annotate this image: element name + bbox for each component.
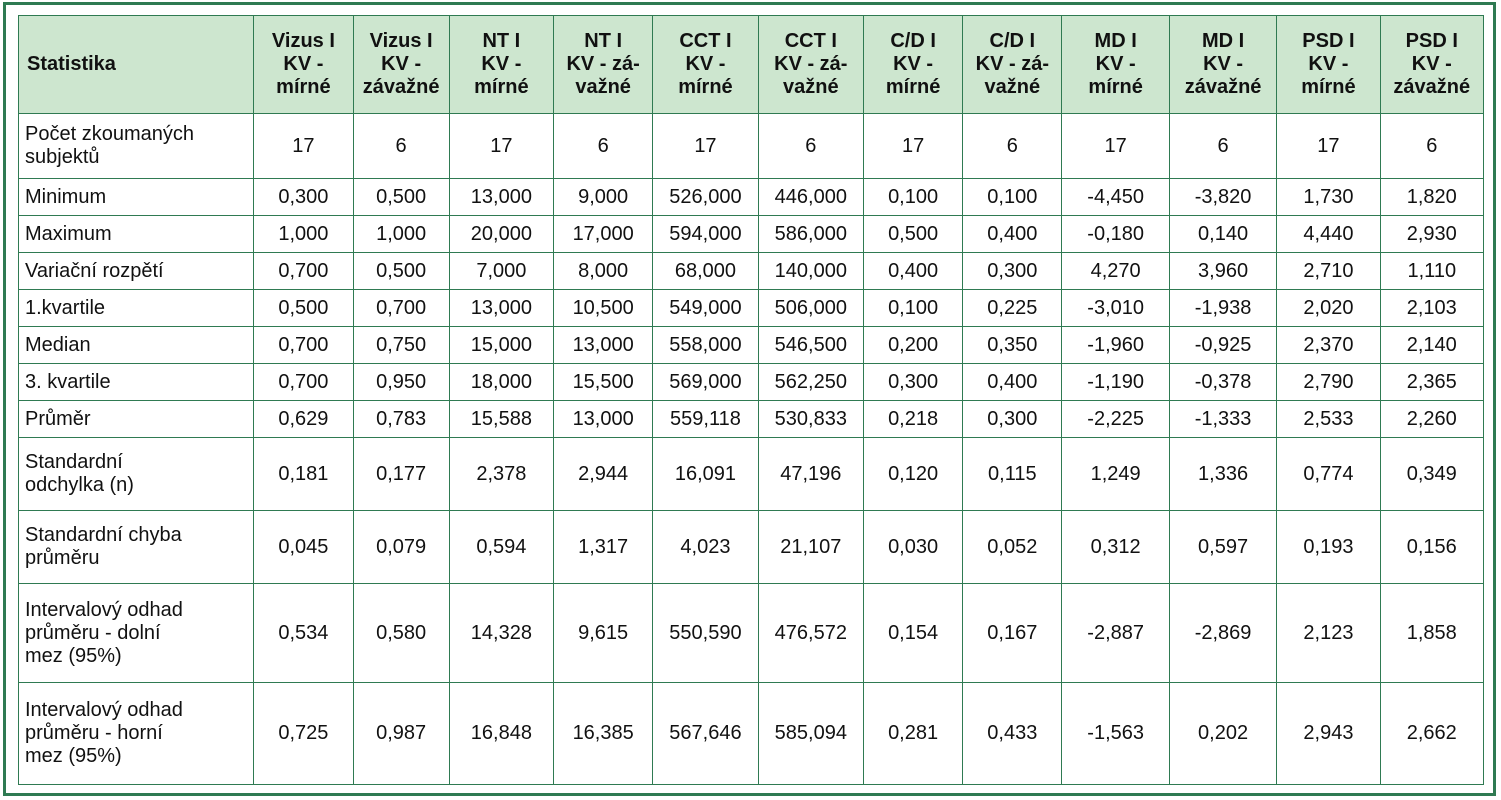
table-cell: 15,500 <box>554 364 653 401</box>
table-cell: 6 <box>554 114 653 179</box>
table-cell: 569,000 <box>653 364 758 401</box>
table-frame <box>3 2 1496 796</box>
table-cell: 567,646 <box>653 683 758 785</box>
table-cell: 0,500 <box>863 216 962 253</box>
table-row <box>19 327 1484 364</box>
table-cell: 2,930 <box>1380 216 1483 253</box>
table-cell: 16,848 <box>449 683 553 785</box>
table-body <box>19 114 1484 785</box>
table-cell: 0,580 <box>353 584 449 683</box>
table-cell: 0,312 <box>1062 511 1169 584</box>
table-cell: 0,500 <box>353 179 449 216</box>
table-cell: -1,960 <box>1062 327 1169 364</box>
table-cell: -2,887 <box>1062 584 1169 683</box>
table-cell: 0,594 <box>449 511 553 584</box>
table-row <box>19 584 1484 683</box>
table-cell: -3,820 <box>1169 179 1276 216</box>
table-cell: 1,317 <box>554 511 653 584</box>
table-cell: 0,774 <box>1277 438 1380 511</box>
table-cell: 2,943 <box>1277 683 1380 785</box>
table-cell: 13,000 <box>554 327 653 364</box>
table-cell: 0,030 <box>863 511 962 584</box>
row-label: Intervalový odhad průměru - horní mez (95%) <box>19 683 254 785</box>
table-cell: 0,218 <box>863 401 962 438</box>
table-cell: 4,023 <box>653 511 758 584</box>
table-cell: 0,300 <box>963 253 1062 290</box>
table-cell: 446,000 <box>758 179 863 216</box>
table-cell: 2,260 <box>1380 401 1483 438</box>
table-cell: 0,300 <box>963 401 1062 438</box>
table-cell: 14,328 <box>449 584 553 683</box>
table-cell: -2,225 <box>1062 401 1169 438</box>
table-row <box>19 179 1484 216</box>
header-cell: C/D I KV - mírné <box>863 16 962 114</box>
table-cell: 1,249 <box>1062 438 1169 511</box>
table-cell: 530,833 <box>758 401 863 438</box>
table-cell: 0,281 <box>863 683 962 785</box>
table-cell: 0,700 <box>353 290 449 327</box>
table-cell: 2,140 <box>1380 327 1483 364</box>
table-cell: 17 <box>1277 114 1380 179</box>
table-cell: -1,190 <box>1062 364 1169 401</box>
table-cell: 0,154 <box>863 584 962 683</box>
header-cell: C/D I KV - zá- važné <box>963 16 1062 114</box>
table-row <box>19 216 1484 253</box>
table-cell: 1,336 <box>1169 438 1276 511</box>
table-cell: 47,196 <box>758 438 863 511</box>
table-cell: 1,110 <box>1380 253 1483 290</box>
table-row <box>19 438 1484 511</box>
table-cell: 18,000 <box>449 364 553 401</box>
table-cell: 2,378 <box>449 438 553 511</box>
header-cell: NT I KV - zá- važné <box>554 16 653 114</box>
header-cell: PSD I KV - závažné <box>1380 16 1483 114</box>
table-cell: 526,000 <box>653 179 758 216</box>
table-cell: 16,385 <box>554 683 653 785</box>
table-cell: 6 <box>758 114 863 179</box>
statistics-table <box>18 15 1484 785</box>
row-label: Variační rozpětí <box>19 253 254 290</box>
table-cell: 0,950 <box>353 364 449 401</box>
row-label: Intervalový odhad průměru - dolní mez (95%) <box>19 584 254 683</box>
table-cell: -0,378 <box>1169 364 1276 401</box>
table-cell: 0,534 <box>254 584 353 683</box>
table-cell: 0,045 <box>254 511 353 584</box>
header-cell: CCT I KV - zá- važné <box>758 16 863 114</box>
header-cell-statistika: Statistika <box>19 16 254 114</box>
table-cell: 0,597 <box>1169 511 1276 584</box>
table-cell: 0,629 <box>254 401 353 438</box>
table-cell: 6 <box>1169 114 1276 179</box>
table-cell: 506,000 <box>758 290 863 327</box>
table-cell: 1,730 <box>1277 179 1380 216</box>
table-cell: 17 <box>449 114 553 179</box>
table-cell: 68,000 <box>653 253 758 290</box>
table-cell: 3,960 <box>1169 253 1276 290</box>
table-cell: 7,000 <box>449 253 553 290</box>
table-cell: 0,225 <box>963 290 1062 327</box>
table-cell: 546,500 <box>758 327 863 364</box>
table-cell: 2,944 <box>554 438 653 511</box>
table-cell: 13,000 <box>449 179 553 216</box>
table-cell: 1,820 <box>1380 179 1483 216</box>
header-cell: Vizus I KV - závažné <box>353 16 449 114</box>
table-row <box>19 683 1484 785</box>
table-cell: 0,115 <box>963 438 1062 511</box>
row-label: Median <box>19 327 254 364</box>
table-cell: 2,710 <box>1277 253 1380 290</box>
table-cell: 10,500 <box>554 290 653 327</box>
table-cell: 594,000 <box>653 216 758 253</box>
table-row <box>19 290 1484 327</box>
table-cell: 1,858 <box>1380 584 1483 683</box>
row-label: 1.kvartile <box>19 290 254 327</box>
table-cell: 476,572 <box>758 584 863 683</box>
table-cell: 0,700 <box>254 364 353 401</box>
table-row <box>19 253 1484 290</box>
table-cell: 21,107 <box>758 511 863 584</box>
table-cell: 0,100 <box>863 179 962 216</box>
table-cell: 550,590 <box>653 584 758 683</box>
table-cell: 0,750 <box>353 327 449 364</box>
table-cell: 0,140 <box>1169 216 1276 253</box>
table-cell: 0,400 <box>963 216 1062 253</box>
header-cell: MD I KV - mírné <box>1062 16 1169 114</box>
table-cell: 2,533 <box>1277 401 1380 438</box>
table-cell: 0,177 <box>353 438 449 511</box>
table-cell: 0,700 <box>254 253 353 290</box>
table-cell: 559,118 <box>653 401 758 438</box>
table-cell: 0,100 <box>863 290 962 327</box>
table-cell: -1,563 <box>1062 683 1169 785</box>
table-cell: -1,938 <box>1169 290 1276 327</box>
row-label: Průměr <box>19 401 254 438</box>
table-cell: 0,079 <box>353 511 449 584</box>
table-cell: 585,094 <box>758 683 863 785</box>
table-cell: 2,662 <box>1380 683 1483 785</box>
table-cell: 562,250 <box>758 364 863 401</box>
table-cell: 0,349 <box>1380 438 1483 511</box>
table-cell: 558,000 <box>653 327 758 364</box>
table-cell: 0,700 <box>254 327 353 364</box>
table-row <box>19 114 1484 179</box>
table-cell: 17 <box>254 114 353 179</box>
table-cell: 0,100 <box>963 179 1062 216</box>
row-label: Počet zkoumaných subjektů <box>19 114 254 179</box>
table-cell: 0,193 <box>1277 511 1380 584</box>
table-cell: 586,000 <box>758 216 863 253</box>
table-cell: -0,925 <box>1169 327 1276 364</box>
table-cell: 8,000 <box>554 253 653 290</box>
table-cell: 2,123 <box>1277 584 1380 683</box>
table-cell: 0,500 <box>353 253 449 290</box>
table-cell: 4,270 <box>1062 253 1169 290</box>
table-cell: 0,725 <box>254 683 353 785</box>
row-label: Standardní odchylka (n) <box>19 438 254 511</box>
table-row <box>19 364 1484 401</box>
table-cell: 9,000 <box>554 179 653 216</box>
table-cell: 0,433 <box>963 683 1062 785</box>
table-cell: 2,103 <box>1380 290 1483 327</box>
table-cell: 4,440 <box>1277 216 1380 253</box>
table-cell: -0,180 <box>1062 216 1169 253</box>
table-row <box>19 401 1484 438</box>
table-cell: -4,450 <box>1062 179 1169 216</box>
table-cell: 13,000 <box>449 290 553 327</box>
row-label: Standardní chyba průměru <box>19 511 254 584</box>
table-cell: 6 <box>353 114 449 179</box>
table-cell: 16,091 <box>653 438 758 511</box>
table-cell: 0,120 <box>863 438 962 511</box>
table-cell: 17 <box>1062 114 1169 179</box>
table-cell: 2,020 <box>1277 290 1380 327</box>
header-row <box>19 16 1484 114</box>
table-cell: 0,300 <box>863 364 962 401</box>
table-cell: 0,202 <box>1169 683 1276 785</box>
table-cell: 1,000 <box>254 216 353 253</box>
table-cell: -3,010 <box>1062 290 1169 327</box>
table-cell: 0,400 <box>963 364 1062 401</box>
table-cell: -2,869 <box>1169 584 1276 683</box>
table-cell: 15,000 <box>449 327 553 364</box>
table-cell: 17 <box>863 114 962 179</box>
table-cell: 17,000 <box>554 216 653 253</box>
header-cell: PSD I KV - mírné <box>1277 16 1380 114</box>
table-cell: 6 <box>963 114 1062 179</box>
table-cell: 549,000 <box>653 290 758 327</box>
row-label: Maximum <box>19 216 254 253</box>
table-cell: 17 <box>653 114 758 179</box>
table-cell: 20,000 <box>449 216 553 253</box>
header-cell: NT I KV - mírné <box>449 16 553 114</box>
header-cell: Vizus I KV - mírné <box>254 16 353 114</box>
table-cell: 0,500 <box>254 290 353 327</box>
table-cell: 0,181 <box>254 438 353 511</box>
table-cell: 0,167 <box>963 584 1062 683</box>
table-cell: 0,783 <box>353 401 449 438</box>
table-cell: 140,000 <box>758 253 863 290</box>
table-cell: 13,000 <box>554 401 653 438</box>
table-cell: 2,790 <box>1277 364 1380 401</box>
table-cell: 9,615 <box>554 584 653 683</box>
table-cell: 2,370 <box>1277 327 1380 364</box>
table-cell: 0,400 <box>863 253 962 290</box>
table-cell: 0,200 <box>863 327 962 364</box>
table-cell: 0,156 <box>1380 511 1483 584</box>
table-cell: 2,365 <box>1380 364 1483 401</box>
header-cell: MD I KV - závažné <box>1169 16 1276 114</box>
table-cell: 0,350 <box>963 327 1062 364</box>
row-label: 3. kvartile <box>19 364 254 401</box>
table-cell: 6 <box>1380 114 1483 179</box>
table-row <box>19 511 1484 584</box>
table-cell: -1,333 <box>1169 401 1276 438</box>
header-cell: CCT I KV - mírné <box>653 16 758 114</box>
table-cell: 0,300 <box>254 179 353 216</box>
table-cell: 0,052 <box>963 511 1062 584</box>
table-cell: 0,987 <box>353 683 449 785</box>
table-cell: 15,588 <box>449 401 553 438</box>
table-cell: 1,000 <box>353 216 449 253</box>
row-label: Minimum <box>19 179 254 216</box>
